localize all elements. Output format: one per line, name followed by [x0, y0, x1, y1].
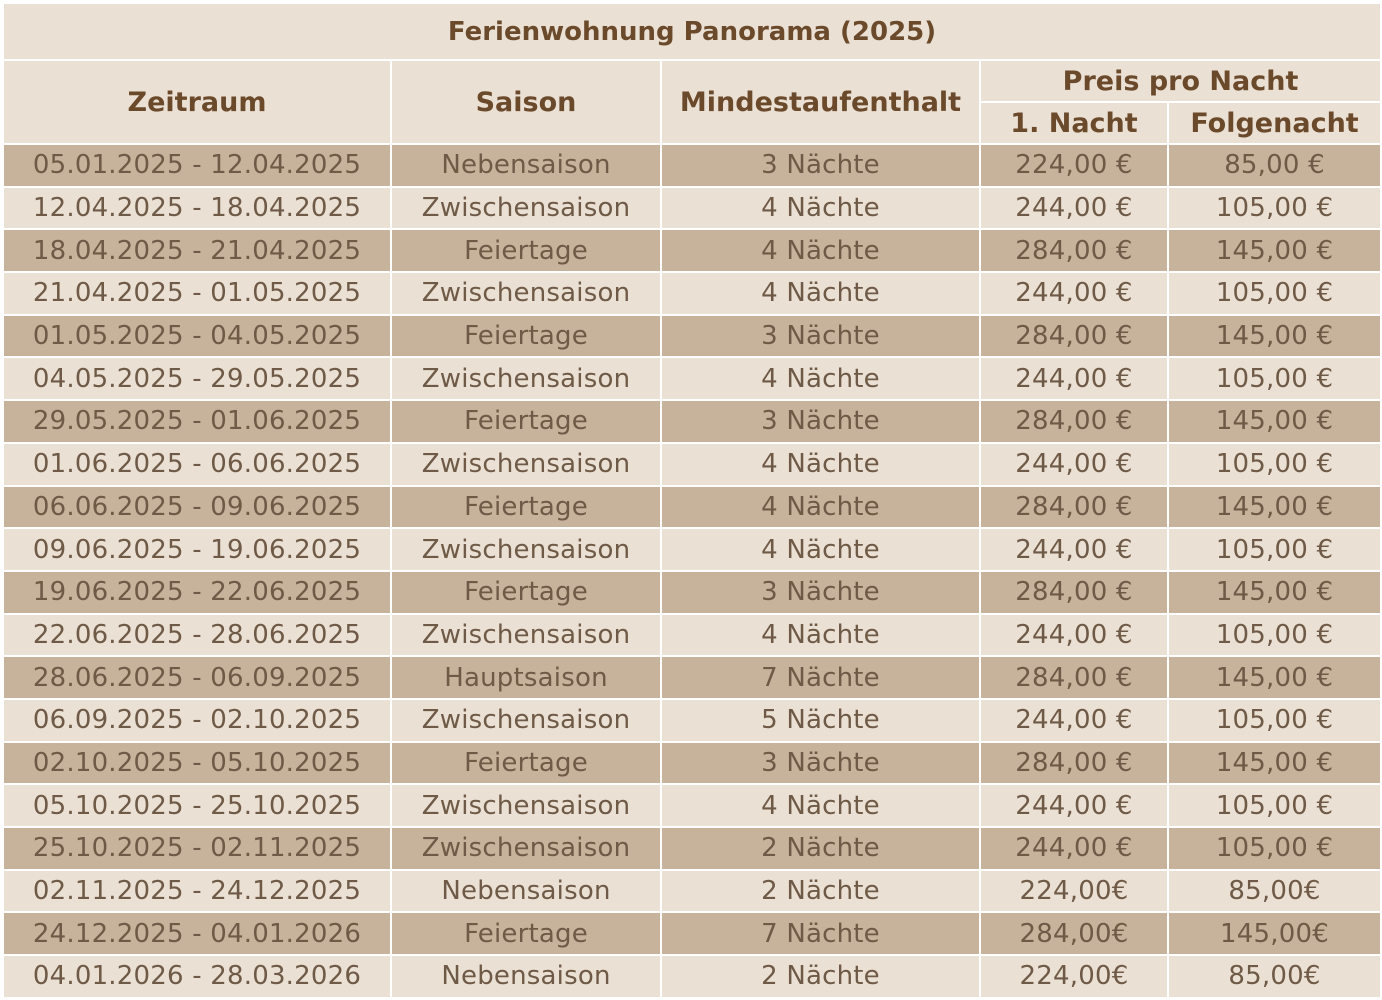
- cell-zeitraum: 09.06.2025 - 19.06.2025: [3, 528, 391, 571]
- cell-erste-nacht: 284,00 €: [980, 571, 1168, 614]
- cell-mindestaufenthalt: 2 Nächte: [661, 827, 980, 870]
- cell-saison: Zwischensaison: [391, 614, 661, 657]
- table-row: [3, 699, 1381, 742]
- cell-erste-nacht: 244,00 €: [980, 614, 1168, 657]
- cell-saison: Nebensaison: [391, 955, 661, 998]
- cell-saison: Zwischensaison: [391, 357, 661, 400]
- cell-zeitraum: 24.12.2025 - 04.01.2026: [3, 912, 391, 955]
- cell-folgenacht: 145,00 €: [1168, 656, 1381, 699]
- cell-erste-nacht: 284,00€: [980, 912, 1168, 955]
- cell-saison: Feiertage: [391, 400, 661, 443]
- cell-saison: Zwischensaison: [391, 528, 661, 571]
- cell-mindestaufenthalt: 3 Nächte: [661, 144, 980, 187]
- cell-folgenacht: 105,00 €: [1168, 272, 1381, 315]
- cell-saison: Zwischensaison: [391, 187, 661, 230]
- header-folgenacht: Folgenacht: [1168, 102, 1381, 144]
- table-row: [3, 827, 1381, 870]
- cell-mindestaufenthalt: 2 Nächte: [661, 955, 980, 998]
- table-row: [3, 528, 1381, 571]
- cell-mindestaufenthalt: 4 Nächte: [661, 357, 980, 400]
- cell-zeitraum: 29.05.2025 - 01.06.2025: [3, 400, 391, 443]
- cell-zeitraum: 05.10.2025 - 25.10.2025: [3, 784, 391, 827]
- cell-zeitraum: 28.06.2025 - 06.09.2025: [3, 656, 391, 699]
- table-row: [3, 272, 1381, 315]
- cell-erste-nacht: 244,00 €: [980, 699, 1168, 742]
- table-row: [3, 315, 1381, 358]
- cell-mindestaufenthalt: 3 Nächte: [661, 315, 980, 358]
- table-row: [3, 955, 1381, 998]
- table-body: [3, 144, 1381, 998]
- cell-erste-nacht: 224,00€: [980, 955, 1168, 998]
- table-row: [3, 443, 1381, 486]
- cell-zeitraum: 25.10.2025 - 02.11.2025: [3, 827, 391, 870]
- header-mindestaufenthalt: Mindestaufenthalt: [661, 60, 980, 144]
- table-row: [3, 912, 1381, 955]
- cell-erste-nacht: 284,00 €: [980, 486, 1168, 529]
- cell-saison: Feiertage: [391, 486, 661, 529]
- cell-zeitraum: 12.04.2025 - 18.04.2025: [3, 187, 391, 230]
- table-title: Ferienwohnung Panorama (2025): [3, 3, 1381, 60]
- cell-erste-nacht: 224,00 €: [980, 144, 1168, 187]
- cell-saison: Zwischensaison: [391, 784, 661, 827]
- cell-erste-nacht: 244,00 €: [980, 784, 1168, 827]
- cell-zeitraum: 05.01.2025 - 12.04.2025: [3, 144, 391, 187]
- table-row: [3, 870, 1381, 913]
- cell-saison: Zwischensaison: [391, 272, 661, 315]
- table-row: [3, 144, 1381, 187]
- cell-folgenacht: 105,00 €: [1168, 614, 1381, 657]
- cell-mindestaufenthalt: 4 Nächte: [661, 187, 980, 230]
- cell-erste-nacht: 284,00 €: [980, 656, 1168, 699]
- cell-erste-nacht: 244,00 €: [980, 187, 1168, 230]
- cell-erste-nacht: 244,00 €: [980, 272, 1168, 315]
- cell-mindestaufenthalt: 7 Nächte: [661, 656, 980, 699]
- table-row: [3, 486, 1381, 529]
- cell-folgenacht: 145,00 €: [1168, 229, 1381, 272]
- table-row: [3, 400, 1381, 443]
- table-row: [3, 742, 1381, 785]
- cell-folgenacht: 145,00 €: [1168, 571, 1381, 614]
- table-row: [3, 784, 1381, 827]
- cell-folgenacht: 105,00 €: [1168, 357, 1381, 400]
- cell-zeitraum: 06.09.2025 - 02.10.2025: [3, 699, 391, 742]
- header-row: [3, 60, 1381, 102]
- cell-mindestaufenthalt: 4 Nächte: [661, 614, 980, 657]
- cell-zeitraum: 01.05.2025 - 04.05.2025: [3, 315, 391, 358]
- price-table-container: [2, 2, 1380, 999]
- cell-zeitraum: 21.04.2025 - 01.05.2025: [3, 272, 391, 315]
- cell-zeitraum: 01.06.2025 - 06.06.2025: [3, 443, 391, 486]
- cell-zeitraum: 04.05.2025 - 29.05.2025: [3, 357, 391, 400]
- cell-mindestaufenthalt: 4 Nächte: [661, 443, 980, 486]
- table-row: [3, 187, 1381, 230]
- cell-erste-nacht: 244,00 €: [980, 528, 1168, 571]
- cell-mindestaufenthalt: 4 Nächte: [661, 528, 980, 571]
- cell-folgenacht: 105,00 €: [1168, 699, 1381, 742]
- cell-folgenacht: 105,00 €: [1168, 443, 1381, 486]
- cell-saison: Feiertage: [391, 315, 661, 358]
- cell-folgenacht: 105,00 €: [1168, 784, 1381, 827]
- cell-mindestaufenthalt: 4 Nächte: [661, 229, 980, 272]
- cell-zeitraum: 02.11.2025 - 24.12.2025: [3, 870, 391, 913]
- cell-folgenacht: 145,00€: [1168, 912, 1381, 955]
- cell-mindestaufenthalt: 7 Nächte: [661, 912, 980, 955]
- header-saison: Saison: [391, 60, 661, 144]
- cell-folgenacht: 105,00 €: [1168, 528, 1381, 571]
- cell-folgenacht: 145,00 €: [1168, 486, 1381, 529]
- cell-zeitraum: 04.01.2026 - 28.03.2026: [3, 955, 391, 998]
- header-preis-pro-nacht: Preis pro Nacht: [980, 60, 1381, 102]
- table-row: [3, 571, 1381, 614]
- price-table: [2, 2, 1382, 999]
- cell-erste-nacht: 244,00 €: [980, 357, 1168, 400]
- cell-erste-nacht: 244,00 €: [980, 827, 1168, 870]
- cell-erste-nacht: 284,00 €: [980, 742, 1168, 785]
- cell-folgenacht: 105,00 €: [1168, 187, 1381, 230]
- cell-mindestaufenthalt: 3 Nächte: [661, 400, 980, 443]
- cell-folgenacht: 145,00 €: [1168, 400, 1381, 443]
- cell-zeitraum: 19.06.2025 - 22.06.2025: [3, 571, 391, 614]
- cell-saison: Nebensaison: [391, 870, 661, 913]
- cell-erste-nacht: 224,00€: [980, 870, 1168, 913]
- table-head: [3, 3, 1381, 144]
- cell-zeitraum: 06.06.2025 - 09.06.2025: [3, 486, 391, 529]
- cell-zeitraum: 02.10.2025 - 05.10.2025: [3, 742, 391, 785]
- header-erste-nacht: 1. Nacht: [980, 102, 1168, 144]
- cell-saison: Nebensaison: [391, 144, 661, 187]
- cell-mindestaufenthalt: 3 Nächte: [661, 571, 980, 614]
- header-zeitraum: Zeitraum: [3, 60, 391, 144]
- cell-erste-nacht: 284,00 €: [980, 229, 1168, 272]
- cell-erste-nacht: 284,00 €: [980, 315, 1168, 358]
- cell-saison: Hauptsaison: [391, 656, 661, 699]
- cell-mindestaufenthalt: 2 Nächte: [661, 870, 980, 913]
- cell-saison: Feiertage: [391, 571, 661, 614]
- cell-saison: Feiertage: [391, 229, 661, 272]
- cell-mindestaufenthalt: 4 Nächte: [661, 486, 980, 529]
- cell-saison: Feiertage: [391, 912, 661, 955]
- cell-saison: Zwischensaison: [391, 827, 661, 870]
- cell-folgenacht: 85,00€: [1168, 870, 1381, 913]
- cell-mindestaufenthalt: 5 Nächte: [661, 699, 980, 742]
- cell-zeitraum: 18.04.2025 - 21.04.2025: [3, 229, 391, 272]
- table-row: [3, 357, 1381, 400]
- cell-saison: Feiertage: [391, 742, 661, 785]
- cell-folgenacht: 85,00 €: [1168, 144, 1381, 187]
- cell-folgenacht: 145,00 €: [1168, 315, 1381, 358]
- cell-saison: Zwischensaison: [391, 443, 661, 486]
- cell-folgenacht: 145,00 €: [1168, 742, 1381, 785]
- cell-erste-nacht: 244,00 €: [980, 443, 1168, 486]
- cell-mindestaufenthalt: 3 Nächte: [661, 742, 980, 785]
- cell-mindestaufenthalt: 4 Nächte: [661, 272, 980, 315]
- table-row: [3, 229, 1381, 272]
- cell-mindestaufenthalt: 4 Nächte: [661, 784, 980, 827]
- table-row: [3, 656, 1381, 699]
- cell-erste-nacht: 284,00 €: [980, 400, 1168, 443]
- table-row: [3, 614, 1381, 657]
- cell-zeitraum: 22.06.2025 - 28.06.2025: [3, 614, 391, 657]
- cell-folgenacht: 85,00€: [1168, 955, 1381, 998]
- title-row: [3, 3, 1381, 60]
- cell-folgenacht: 105,00 €: [1168, 827, 1381, 870]
- cell-saison: Zwischensaison: [391, 699, 661, 742]
